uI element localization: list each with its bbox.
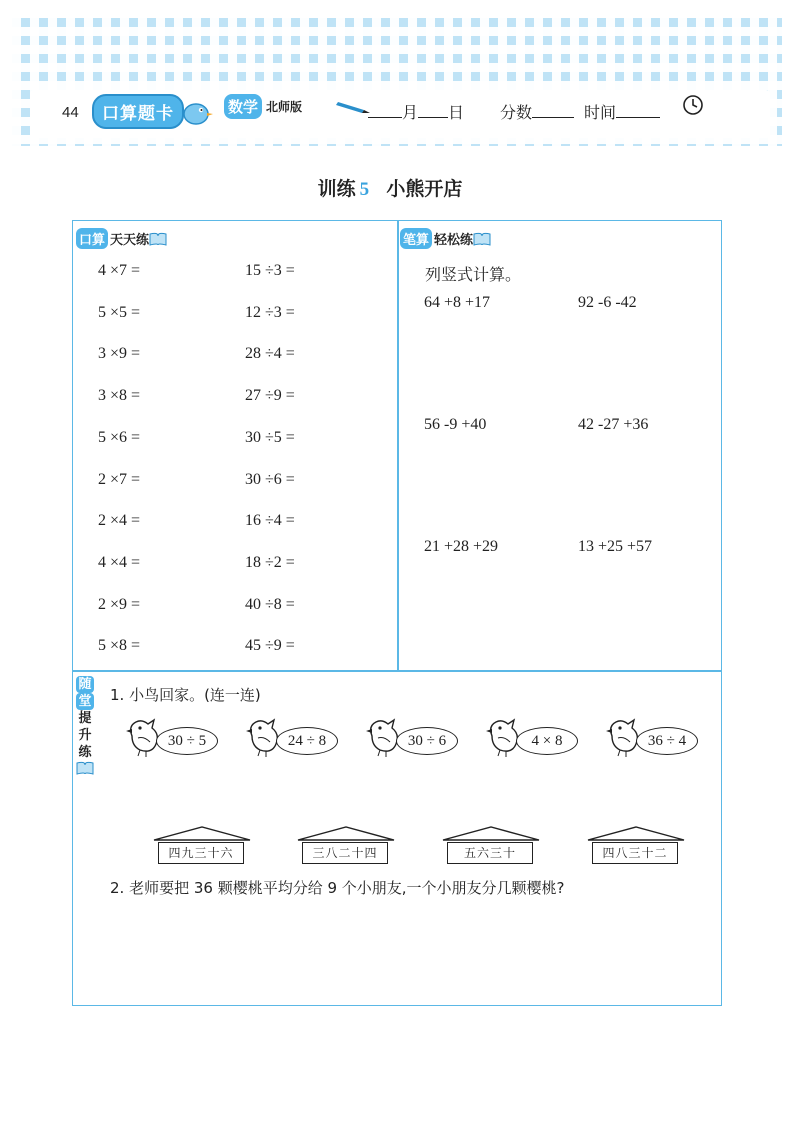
pencil-icon xyxy=(336,100,370,114)
question-2: 2. 老师要把 36 颗樱桃平均分给 9 个小朋友,一个小朋友分几颗樱桃? xyxy=(110,879,565,897)
oral-tag-badge: 口算 xyxy=(76,228,108,249)
practice-section-tag xyxy=(74,676,96,775)
oral-problem: 3 ×8 = xyxy=(98,387,141,405)
oral-problem: 5 ×8 = xyxy=(98,637,141,655)
oral-problem: 45 ÷9 = xyxy=(245,637,295,655)
score-blank[interactable] xyxy=(532,103,574,118)
book-icon xyxy=(473,232,491,246)
book-icon xyxy=(149,232,167,246)
bird-expression: 30 ÷ 6 xyxy=(396,727,458,755)
bird[interactable] xyxy=(606,712,726,772)
house[interactable] xyxy=(441,824,541,868)
time-blank[interactable] xyxy=(616,103,660,118)
title-number: 5 xyxy=(359,179,370,200)
house-roof xyxy=(296,824,396,844)
oral-problem: 12 ÷3 = xyxy=(245,303,295,321)
title-prefix: 训练 xyxy=(317,178,356,200)
house[interactable] xyxy=(296,824,396,868)
subject-label xyxy=(224,94,302,119)
written-tag-text: 轻松练 xyxy=(434,233,474,248)
month-label: 月 xyxy=(402,103,419,122)
house-roof xyxy=(152,824,252,844)
subject-badge: 数学 xyxy=(224,94,262,119)
bird-expression: 24 ÷ 8 xyxy=(276,727,338,755)
bird-expression: 30 ÷ 5 xyxy=(156,727,218,755)
oral-problem: 30 ÷6 = xyxy=(245,470,295,488)
oral-problem: 28 ÷4 = xyxy=(245,345,295,363)
house[interactable] xyxy=(152,824,252,868)
oral-problem: 27 ÷9 = xyxy=(245,387,295,405)
bird[interactable] xyxy=(126,712,246,772)
written-problem: 13 +25 +57 xyxy=(578,538,653,555)
score-label: 分数 xyxy=(500,103,533,122)
written-problem: 21 +28 +29 xyxy=(424,538,499,555)
house[interactable] xyxy=(586,824,686,868)
logo xyxy=(92,94,214,129)
oral-problem: 5 ×5 = xyxy=(98,303,141,321)
written-problem: 56 -9 +40 xyxy=(424,416,487,433)
house-label: 四八三十二 xyxy=(592,842,678,864)
written-problem: 64 +8 +17 xyxy=(424,294,491,311)
oral-problem: 2 ×9 = xyxy=(98,595,141,613)
oral-problem: 4 ×7 = xyxy=(98,262,141,279)
house-label: 五六三十 xyxy=(447,842,533,864)
oral-tag-text: 天天练 xyxy=(110,233,150,248)
date-score-time-line xyxy=(368,100,660,123)
logo-text: 口算题卡 xyxy=(92,94,184,129)
oral-problem: 3 ×9 = xyxy=(98,345,141,363)
oral-problem: 18 ÷2 = xyxy=(245,553,295,571)
oral-problem: 2 ×4 = xyxy=(98,512,141,530)
house-label: 四九三十六 xyxy=(158,842,244,864)
oral-problem: 15 ÷3 = xyxy=(245,262,295,279)
time-label: 时间 xyxy=(584,103,617,122)
written-problem: 42 -27 +36 xyxy=(578,416,649,433)
house-roof xyxy=(586,824,686,844)
bird-expression: 36 ÷ 4 xyxy=(636,727,698,755)
section-divider xyxy=(72,670,722,672)
oral-problem: 4 ×4 = xyxy=(98,553,141,571)
bird[interactable] xyxy=(366,712,486,772)
oral-problem: 40 ÷8 = xyxy=(245,595,295,613)
written-instruction: 列竖式计算。 xyxy=(425,265,522,284)
day-label: 日 xyxy=(448,103,465,122)
title-name: 小熊开店 xyxy=(386,178,463,200)
oral-problem: 5 ×6 = xyxy=(98,428,141,446)
edition-label: 北师版 xyxy=(266,100,303,114)
question-1: 1. 小鸟回家。(连一连) xyxy=(110,686,261,704)
practice-tag-char: 练 xyxy=(78,745,92,760)
practice-tag-char: 随 xyxy=(76,676,94,693)
day-blank[interactable] xyxy=(418,103,448,118)
month-blank[interactable] xyxy=(368,103,402,118)
bird[interactable] xyxy=(246,712,366,772)
oral-section-tag xyxy=(76,228,167,249)
bird[interactable] xyxy=(486,712,606,772)
oral-problem: 2 ×7 = xyxy=(98,470,141,488)
written-section-tag xyxy=(400,228,491,249)
oral-problem: 16 ÷4 = xyxy=(245,512,295,530)
page-title xyxy=(0,174,780,201)
written-problem: 92 -6 -42 xyxy=(578,294,637,311)
practice-tag-char: 升 xyxy=(78,728,92,743)
bird-mascot-icon xyxy=(180,97,214,127)
book-icon xyxy=(76,761,94,775)
clock-icon xyxy=(682,94,704,116)
oral-problem: 30 ÷5 = xyxy=(245,428,295,446)
house-label: 三八二十四 xyxy=(302,842,388,864)
practice-tag-char: 堂 xyxy=(76,693,94,710)
written-tag-badge: 笔算 xyxy=(400,228,432,249)
column-divider xyxy=(397,220,399,671)
bird-expression: 4 × 8 xyxy=(516,727,578,755)
house-roof xyxy=(441,824,541,844)
practice-tag-char: 提 xyxy=(78,711,92,726)
page-number: 44 xyxy=(62,104,79,121)
